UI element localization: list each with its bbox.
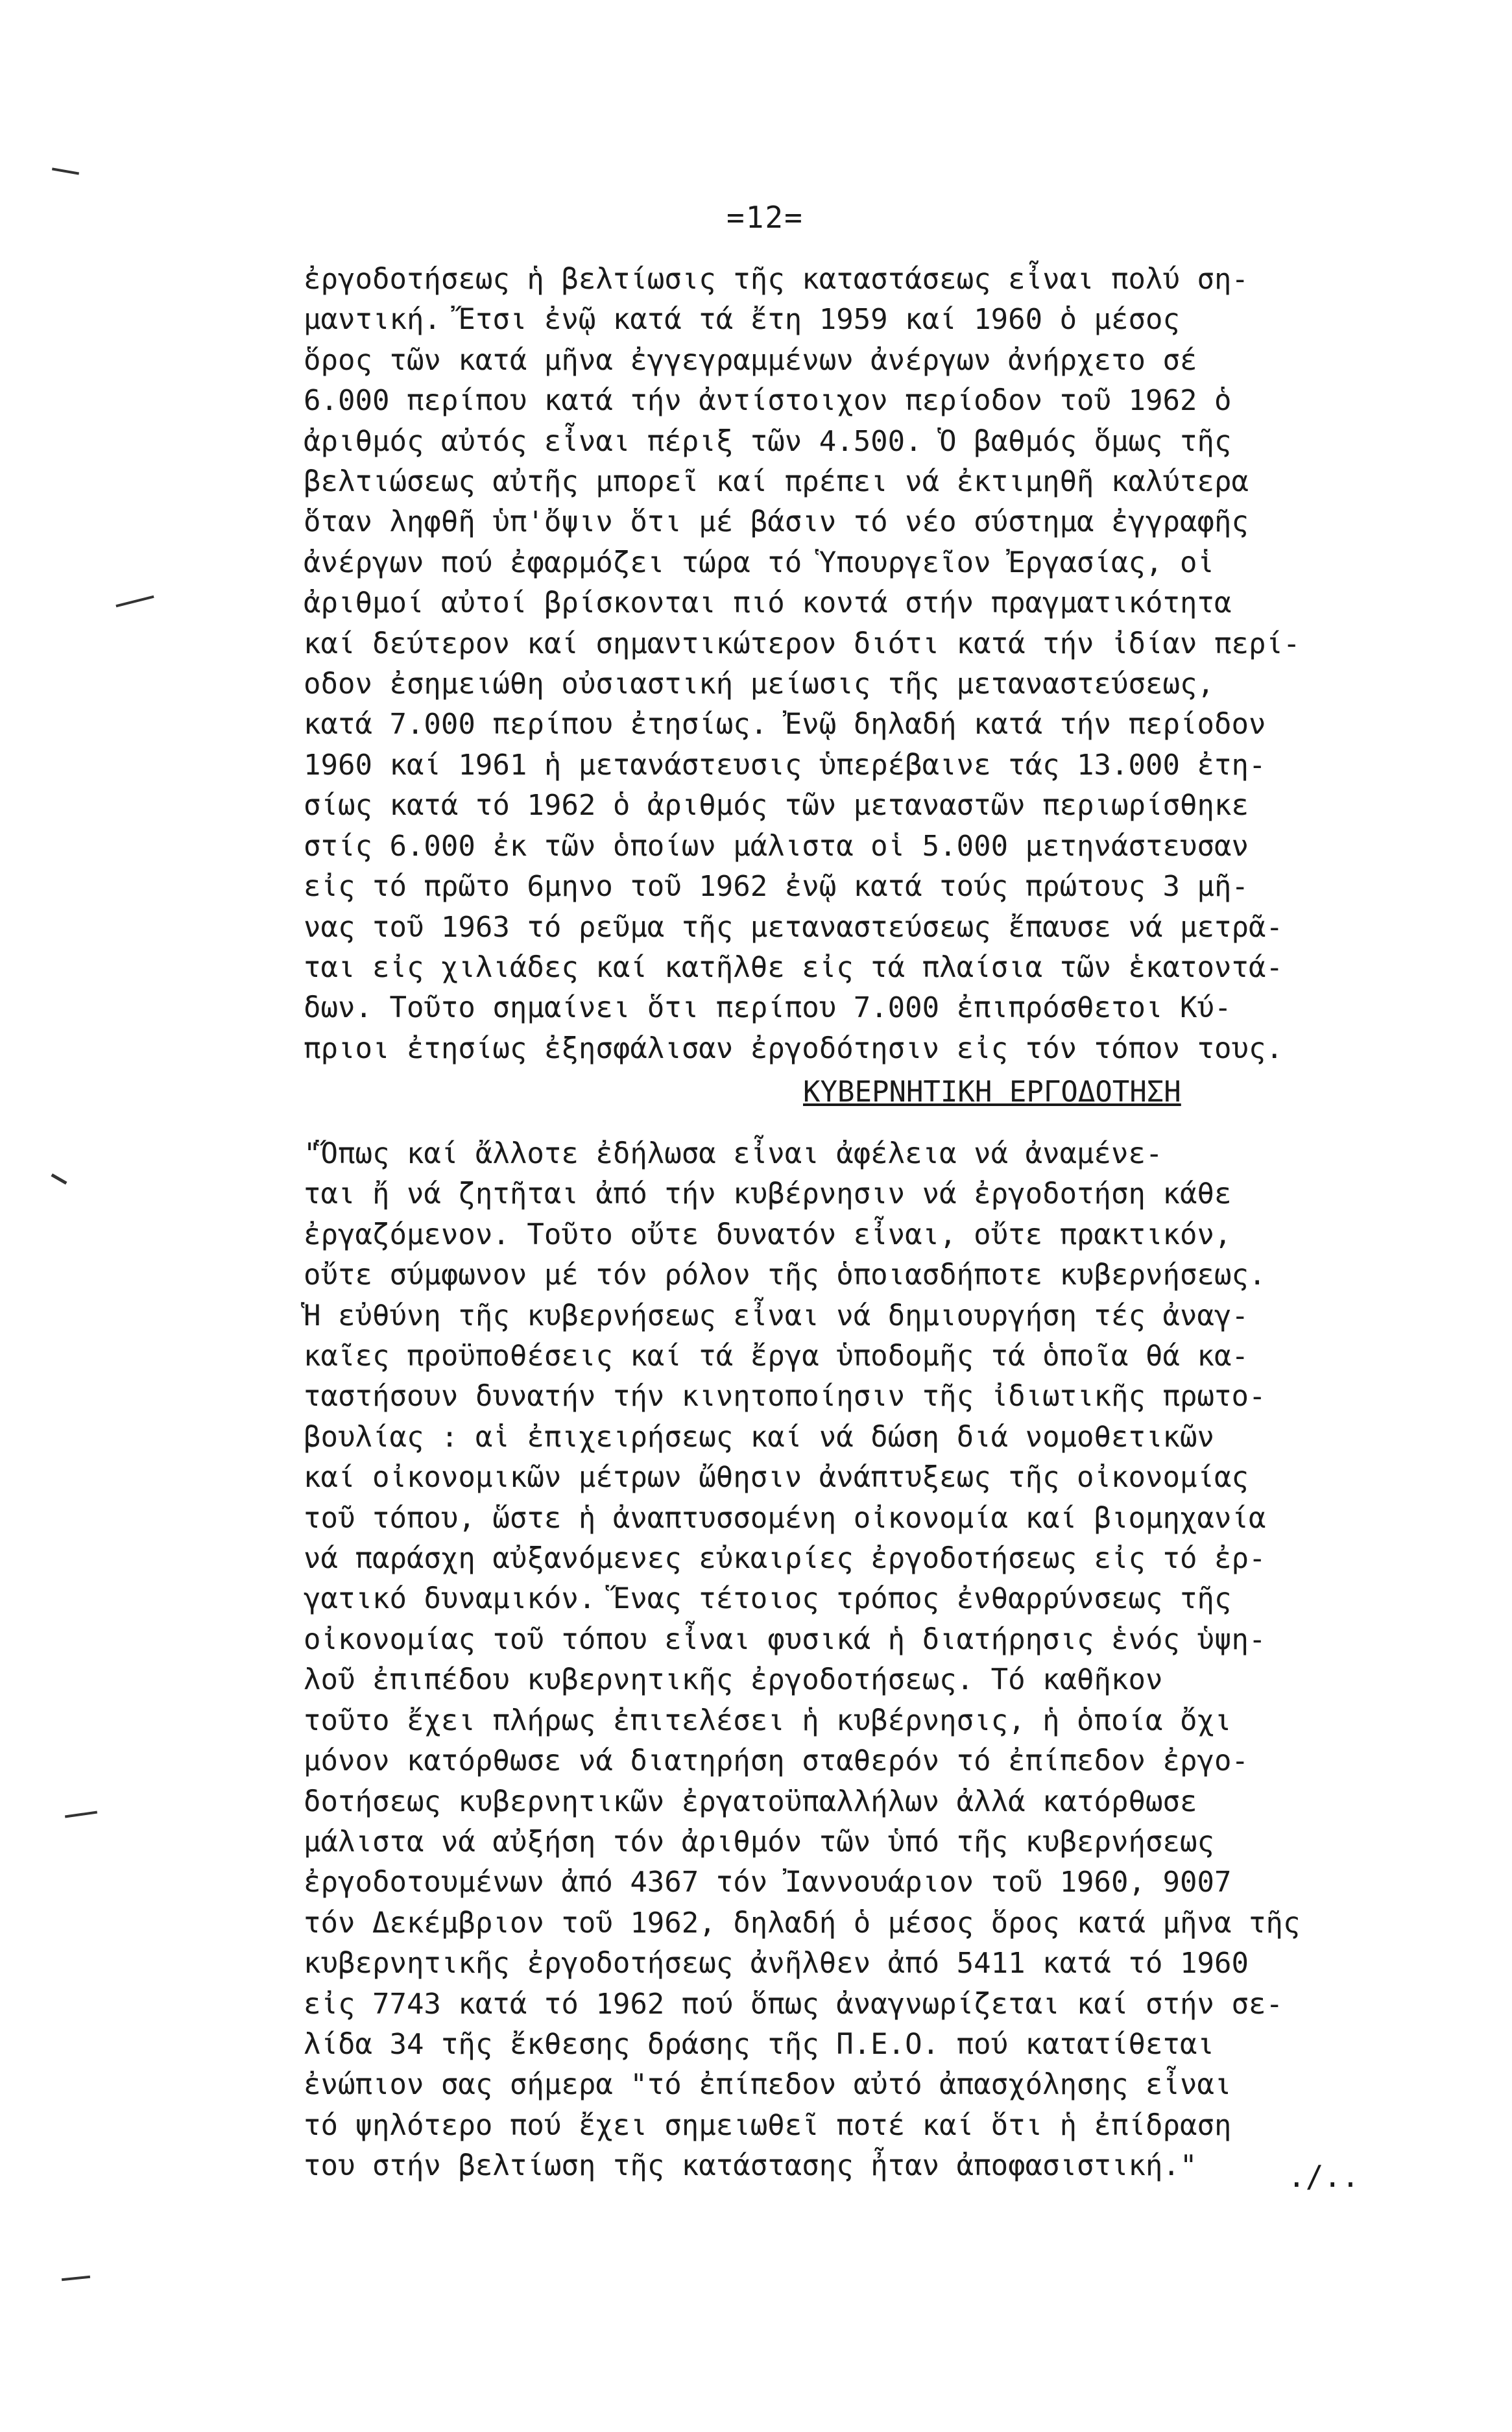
text-line: ὅρος τῶν κατά μῆνα ἐγγεγραμμένων ἀνέργων ἀνήρχετο σέ	[304, 343, 1197, 377]
text-line: κυβερνητικῆς ἐργοδοτήσεως ἀνῆλθεν ἀπό 5411 κατά τό 1960	[304, 1947, 1249, 1981]
text-line: γατικό δυναμικόν. Ἕνας τέτοιος τρόπος ἐνθαρρύνσεως τῆς	[304, 1582, 1232, 1616]
paragraph-government-employment	[304, 1134, 1458, 2187]
text-line: Ἡ εὐθύνη τῆς κυβερνήσεως εἶναι νά δημιουργήση τές ἀναγ-	[304, 1299, 1249, 1332]
text-line: δοτήσεως κυβερνητικῶν ἐργατοϋπαλλήλων ἀλλά κατόρθωσε	[304, 1785, 1197, 1818]
text-line: νας τοῦ 1963 τό ρεῦμα τῆς μεταναστεύσεως ἔπαυσε νά μετρᾶ-	[304, 910, 1283, 944]
page-number: =12=	[726, 200, 804, 235]
text-line: οἰκονομίας τοῦ τόπου εἶναι φυσικά ἡ διατήρησις ἑνός ὑψη-	[304, 1622, 1266, 1656]
text-line: καῖες προϋποθέσεις καί τά ἔργα ὑποδομῆς τά ὁποῖα θά κα-	[304, 1340, 1249, 1373]
text-line: δων. Τοῦτο σημαίνει ὅτι περίπου 7.000 ἐπιπρόσθετοι Κύ-	[304, 991, 1232, 1025]
text-line: "Ὅπως καί ἄλλοτε ἐδήλωσα εἶναι ἀφέλεια νά ἀναμένε-	[304, 1137, 1163, 1170]
text-line: του στήν βελτίωση τῆς κατάστασης ἦταν ἀποφασιστική."	[304, 2149, 1197, 2183]
scan-mark	[115, 596, 154, 607]
text-line: καί οἰκονομικῶν μέτρων ὤθησιν ἀνάπτυξεως τῆς οἰκονομίας	[304, 1461, 1249, 1495]
text-line: ταστήσουν δυνατήν τήν κινητοποίησιν τῆς ἰδιωτικῆς πρωτο-	[304, 1380, 1266, 1414]
text-line: στίς 6.000 ἐκ τῶν ὁποίων μάλιστα οἱ 5.000 μετηνάστευσαν	[304, 829, 1249, 863]
text-line: 1960 καί 1961 ἡ μετανάστευσις ὑπερέβαινε τάς 13.000 ἐτη-	[304, 748, 1266, 782]
text-line: μαντική. Ἔτσι ἐνῷ κατά τά ἔτη 1959 καί 1960 ὁ μέσος	[304, 303, 1181, 337]
text-line: λοῦ ἐπιπέδου κυβερνητικῆς ἐργοδοτήσεως. Τό καθῆκον	[304, 1663, 1163, 1697]
text-line: οὔτε σύμφωνον μέ τόν ρόλον τῆς ὁποιασδήποτε κυβερνήσεως.	[304, 1258, 1266, 1292]
text-line: καί δεύτερον καί σημαντικώτερον διότι κατά τήν ἰδίαν περί-	[304, 627, 1301, 660]
text-line: τό ψηλότερο πού ἔχει σημειωθεῖ ποτέ καί ὅτι ἡ ἐπίδραση	[304, 2108, 1232, 2142]
text-line: μόνον κατόρθωσε νά διατηρήση σταθερόν τό ἐπίπεδον ἐργο-	[304, 1744, 1249, 1778]
text-line: οδον ἐσημειώθη οὐσιαστική μείωσις τῆς μεταναστεύσεως,	[304, 668, 1214, 701]
text-line: εἰς 7743 κατά τό 1962 πού ὅπως ἀναγνωρίζεται καί στήν σε-	[304, 1987, 1283, 2021]
text-line: λίδα 34 τῆς ἔκθεσης δράσης τῆς Π.Ε.Ο. πού κατατίθεται	[304, 2027, 1214, 2061]
text-line: πριοι ἐτησίως ἐξησφάλισαν ἐργοδότησιν εἰς τόν τόπον τους.	[304, 1031, 1283, 1065]
text-line: ἐργοδοτουμένων ἀπό 4367 τόν Ἰαννουάριον τοῦ 1960, 9007	[304, 1866, 1232, 1899]
text-line: ἀριθμοί αὐτοί βρίσκονται πιό κοντά στήν πραγματικότητα	[304, 586, 1232, 620]
text-line: τοῦ τόπου, ὥστε ἡ ἀναπτυσσομένη οἰκονομία καί βιομηχανία	[304, 1501, 1266, 1535]
continuation-mark: ./..	[1288, 2159, 1360, 2194]
text-line: εἰς τό πρῶτο 6μηνο τοῦ 1962 ἐνῷ κατά τούς πρώτους 3 μῆ-	[304, 870, 1249, 904]
text-line: ται ἤ νά ζητῆται ἀπό τήν κυβέρνησιν νά ἐργοδοτήση κάθε	[304, 1177, 1232, 1211]
text-line: βελτιώσεως αὐτῆς μπορεῖ καί πρέπει νά ἐκτιμηθῆ καλύτερα	[304, 465, 1249, 499]
text-line: βουλίας : αἱ ἐπιχειρήσεως καί νά δώση διά νομοθετικῶν	[304, 1420, 1214, 1454]
text-line: μάλιστα νά αὐξήση τόν ἀριθμόν τῶν ὑπό τῆς κυβερνήσεως	[304, 1825, 1214, 1859]
text-line: τοῦτο ἔχει πλήρως ἐπιτελέσει ἡ κυβέρνησις, ἡ ὁποία ὄχι	[304, 1704, 1232, 1737]
text-line: τόν Δεκέμβριον τοῦ 1962, δηλαδή ὁ μέσος ὅρος κατά μῆνα τῆς	[304, 1906, 1301, 1940]
scan-mark	[52, 167, 79, 175]
text-line: ἐργοδοτήσεως ἡ βελτίωσις τῆς καταστάσεως εἶναι πολύ ση-	[304, 263, 1249, 296]
text-line: ὅταν ληφθῆ ὑπ'ὄψιν ὅτι μέ βάσιν τό νέο σύστημα ἐγγραφῆς	[304, 505, 1249, 539]
text-line: σίως κατά τό 1962 ὁ ἀριθμός τῶν μεταναστῶν περιωρίσθηκε	[304, 789, 1249, 823]
text-line: ἐνώπιον σας σήμερα "τό ἐπίπεδον αὐτό ἀπασχόλησης εἶναι	[304, 2068, 1232, 2102]
paragraph-employment-improvement	[304, 259, 1458, 1069]
text-line: ἀριθμός αὐτός εἶναι πέριξ τῶν 4.500. Ὁ βαθμός ὅμως τῆς	[304, 424, 1232, 458]
text-line: ἐργαζόμενον. Τοῦτο οὔτε δυνατόν εἶναι, οὔτε πρακτικόν,	[304, 1218, 1232, 1251]
text-line: 6.000 περίπου κατά τήν ἀντίστοιχον περίοδον τοῦ 1962 ὁ	[304, 384, 1232, 418]
text-line: ται εἰς χιλιάδες καί κατῆλθε εἰς τά πλαίσια τῶν ἑκατοντά-	[304, 950, 1283, 984]
text-line: ἀνέργων πού ἐφαρμόζει τώρα τό Ὑπουργεῖον Ἐργασίας, οἱ	[304, 546, 1214, 579]
text-line: νά παράσχη αὐξανόμενες εὐκαιρίες ἐργοδοτήσεως εἰς τό ἐρ-	[304, 1542, 1266, 1576]
scan-mark	[51, 1174, 67, 1185]
section-heading: ΚΥΒΕΡΝΗΤΙΚΗ ΕΡΓΟΔΟΤΗΣΗ	[803, 1076, 1181, 1109]
scan-mark	[65, 1811, 97, 1818]
text-line: κατά 7.000 περίπου ἐτησίως. Ἐνῷ δηλαδή κατά τήν περίοδον	[304, 708, 1266, 741]
scan-mark	[62, 2276, 90, 2282]
